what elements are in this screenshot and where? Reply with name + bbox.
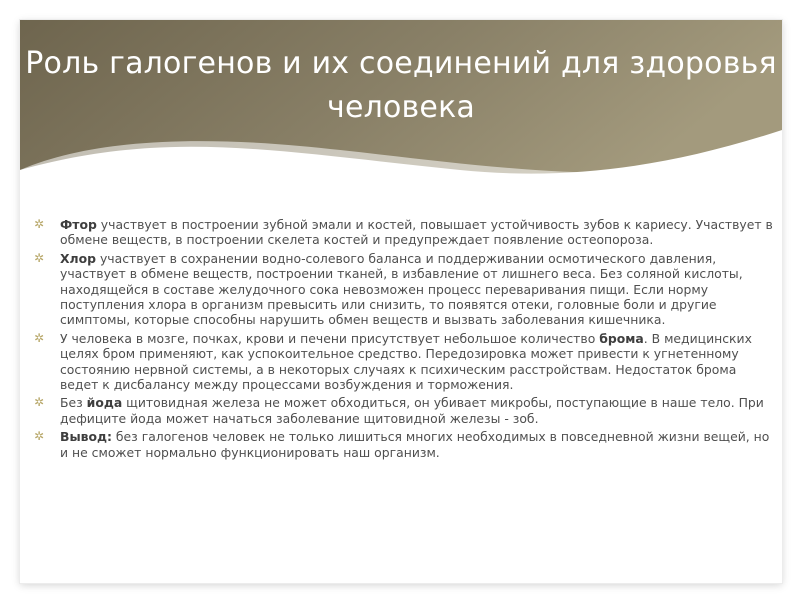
bullet-term: брома	[599, 330, 644, 346]
slide-header	[20, 20, 782, 220]
slide-title: Роль галогенов и их соединений для здоровья человека	[25, 46, 777, 125]
bullet-text-after: щитовидная железа не может обходиться, он убивает микробы, поступающие в наше тело. При дефиците йода может начаться заболевание щитовидной железы - зоб.	[60, 395, 764, 426]
bullet-term: йода	[86, 395, 123, 411]
bullet-list	[34, 217, 774, 463]
bullet-term: Хлор	[60, 250, 97, 266]
bullet-text-after: участвует в построении зубной эмали и костей, повышает устойчивость зубов к кариесу. Участвует в обмене веществ, в построении скелета костей и предупреждает появление остеопороза.	[60, 217, 773, 248]
asterisk-icon: ✲	[34, 429, 45, 444]
bullet-text-after: участвует в сохранении водно-солевого баланса и поддерживании осмотического давления, участвует в обмене веществ, построении тканей, в избавление от лишнего веса. Без соляной кислоты, находящейся в составе желудочного сока невозможен процесс переваривания пищи. Если норму поступления хлора в организм превысить или снизить, то появятся отеки, головные боли и другие симптомы, которые способны нарушить обмен веществ и вызвать заболевания кишечника.	[60, 250, 743, 328]
bullet-item-iodine	[34, 395, 774, 426]
bullet-term: Фтор	[60, 217, 97, 232]
bullet-text-after: . В медицинских целях бром применяют, как успокоительное средство. Передозировка может привести к угнетенному состоянию нервной системы, а в некоторых случаях к психическим расстройствам. Недостаток брома ведет к дисбалансу между процессами возбуждения и торможения.	[60, 330, 752, 393]
bullet-text-before: Без	[60, 395, 87, 411]
bullet-term: Вывод:	[60, 429, 112, 445]
bullet-item-bromine	[34, 331, 774, 393]
bullet-item-conclusion	[34, 429, 774, 460]
asterisk-icon: ✲	[34, 395, 45, 410]
presentation-slide	[20, 20, 782, 583]
bullet-text-after: без галогенов человек не только лишиться многих необходимых в повседневной жизни вещей, но и не сможет нормально функционировать наш организм.	[60, 429, 770, 460]
bullet-item-chlorine	[34, 251, 774, 328]
bullet-text-before: У человека в мозге, почках, крови и печени присутствует небольшое количество	[60, 330, 600, 346]
asterisk-icon: ✲	[34, 250, 45, 265]
bullet-item-fluorine	[34, 217, 774, 248]
asterisk-icon: ✲	[34, 217, 45, 231]
asterisk-icon: ✲	[34, 330, 45, 345]
